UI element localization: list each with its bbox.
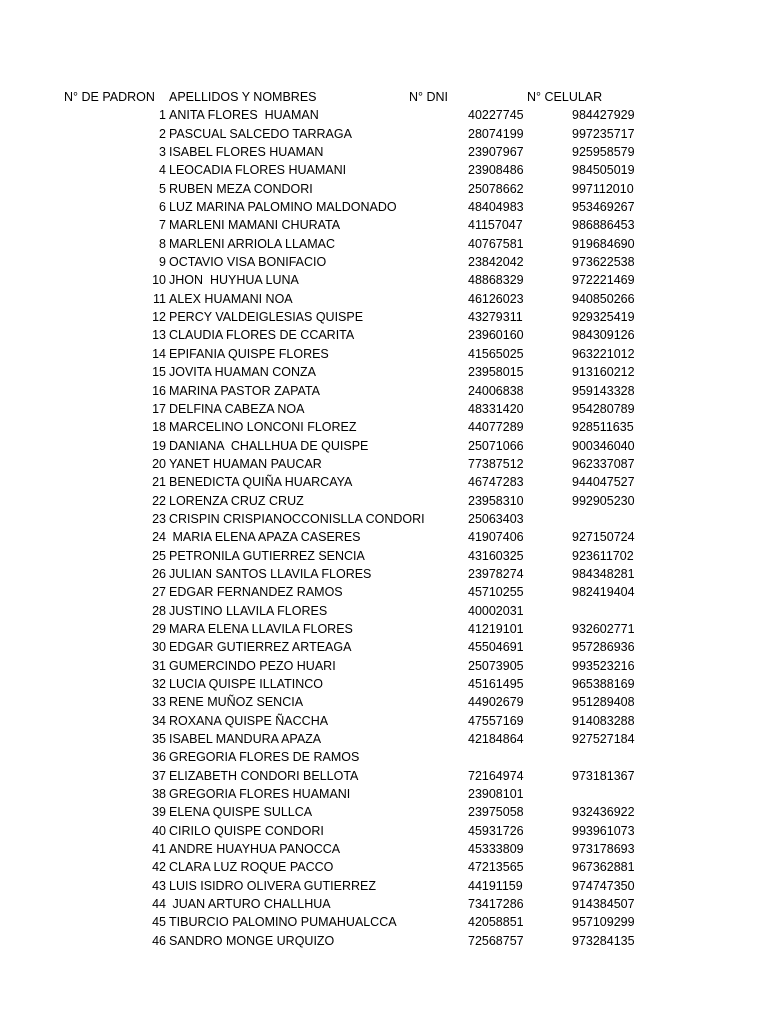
table-row: [0, 455, 768, 473]
table-row: [0, 473, 768, 491]
row-number: 4: [159, 163, 166, 178]
row-number: 23: [152, 511, 166, 526]
row-number: 32: [152, 677, 166, 691]
table-row: [0, 803, 768, 821]
table-row: [0, 345, 768, 363]
table-row: [0, 602, 768, 620]
row-dni: 47557169: [468, 713, 524, 728]
table-row: [0, 565, 768, 583]
row-name: RENE MUÑOZ SENCIA: [169, 695, 304, 710]
table-row: [0, 932, 768, 950]
table-row: [0, 858, 768, 876]
row-number: 9: [159, 255, 166, 270]
row-name: OCTAVIO VISA BONIFACIO: [169, 255, 327, 270]
row-celular: 928511635: [572, 420, 634, 435]
row-number: 24: [152, 530, 166, 545]
row-dni: 47213565: [468, 860, 524, 875]
row-celular: 967362881: [572, 860, 635, 875]
row-number: 20: [152, 456, 166, 471]
row-dni: 41565025: [468, 346, 524, 361]
row-dni: 25063403: [468, 511, 524, 526]
row-number: 37: [152, 768, 166, 783]
row-dni: 25078662: [468, 181, 524, 196]
row-number: 42: [152, 860, 166, 875]
row-number: 18: [152, 420, 166, 435]
row-dni: 41907406: [468, 530, 524, 545]
row-celular: 900346040: [572, 438, 635, 453]
row-number: 25: [152, 548, 166, 563]
table-row: [0, 437, 768, 455]
table-row: [0, 271, 768, 289]
table-row: [0, 308, 768, 326]
row-celular: 973178693: [572, 842, 635, 857]
row-dni: 46126023: [468, 291, 524, 306]
row-name: ALEX HUAMANI NOA: [169, 291, 293, 306]
row-celular: 963221012: [572, 346, 635, 361]
row-name: BENEDICTA QUIÑA HUARCAYA: [169, 475, 353, 490]
row-name: JHON HUYHUA LUNA: [169, 273, 299, 288]
row-dni: 44077289: [468, 420, 524, 435]
row-name: ISABEL MANDURA APAZA: [169, 732, 322, 747]
table-row: [0, 748, 768, 766]
row-number: 17: [152, 401, 166, 416]
row-number: 12: [152, 310, 166, 325]
row-number: 40: [152, 823, 166, 838]
row-dni: 23907967: [468, 145, 524, 160]
row-dni: 77387512: [468, 456, 524, 471]
row-celular: 954280789: [572, 401, 635, 416]
table-row: [0, 418, 768, 436]
table-row: [0, 198, 768, 216]
table-row: [0, 657, 768, 675]
row-dni: 73417286: [468, 897, 524, 912]
row-dni: 40002031: [468, 603, 524, 618]
row-number: 27: [152, 585, 166, 600]
row-name: EDGAR GUTIERREZ ARTEAGA: [169, 640, 352, 655]
row-dni: 23842042: [468, 255, 524, 270]
row-celular: 953469267: [572, 200, 635, 215]
row-name: ANDRE HUAYHUA PANOCCA: [169, 842, 341, 857]
row-celular: 973284135: [572, 933, 635, 948]
row-number: 33: [152, 695, 166, 710]
row-dni: 42184864: [468, 732, 524, 747]
row-celular: 984505019: [572, 163, 635, 178]
table-row: [0, 382, 768, 400]
row-dni: 45333809: [468, 842, 524, 857]
row-number: 29: [152, 621, 166, 636]
row-celular: 973181367: [572, 768, 635, 783]
row-name: MARLENI ARRIOLA LLAMAC: [169, 236, 336, 251]
padron-table: [0, 88, 768, 950]
row-number: 15: [152, 365, 166, 380]
row-number: 21: [152, 475, 166, 490]
row-celular: 997112010: [572, 181, 634, 196]
row-number: 43: [152, 878, 166, 893]
row-celular: 914384507: [572, 897, 635, 912]
table-row: [0, 106, 768, 124]
row-number: 14: [152, 346, 166, 361]
row-number: 31: [152, 658, 166, 673]
row-celular: 913160212: [572, 365, 635, 380]
row-name: CLARA LUZ ROQUE PACCO: [169, 860, 334, 875]
row-dni: 72164974: [468, 768, 524, 783]
row-name: JOVITA HUAMAN CONZA: [169, 365, 317, 380]
row-name: MARIA ELENA APAZA CASERES: [169, 530, 361, 545]
row-name: CIRILO QUISPE CONDORI: [169, 823, 324, 838]
row-number: 2: [159, 126, 166, 141]
row-number: 22: [152, 493, 166, 508]
row-celular: 984348281: [572, 566, 635, 581]
table-row: [0, 877, 768, 895]
table-row: [0, 693, 768, 711]
row-celular: 914083288: [572, 713, 635, 728]
table-row: [0, 161, 768, 179]
row-name: GUMERCINDO PEZO HUARI: [169, 658, 336, 673]
row-number: 38: [152, 787, 166, 802]
table-row: [0, 547, 768, 565]
table-row: [0, 840, 768, 858]
row-number: 30: [152, 640, 166, 655]
row-dni: 40767581: [468, 236, 524, 251]
row-number: 19: [152, 438, 166, 453]
table-row: [0, 822, 768, 840]
row-celular: 965388169: [572, 677, 635, 691]
row-celular: 993961073: [572, 823, 635, 838]
row-celular: 932436922: [572, 805, 635, 820]
row-name: TIBURCIO PALOMINO PUMAHUALCCA: [169, 915, 397, 930]
row-dni: 48331420: [468, 401, 524, 416]
row-number: 16: [152, 383, 166, 398]
row-dni: 25071066: [468, 438, 524, 453]
header-row: [0, 88, 768, 106]
row-name: CLAUDIA FLORES DE CCARITA: [169, 328, 355, 343]
row-name: ELENA QUISPE SULLCA: [169, 805, 313, 820]
row-name: MARINA PASTOR ZAPATA: [169, 383, 320, 398]
row-dni: 44191159: [468, 878, 523, 893]
row-dni: 45161495: [468, 677, 524, 691]
row-celular: 986886453: [572, 218, 635, 233]
row-name: JULIAN SANTOS LLAVILA FLORES: [169, 566, 372, 581]
row-name: PASCUAL SALCEDO TARRAGA: [169, 126, 352, 141]
row-name: GREGORIA FLORES HUAMANI: [169, 787, 351, 802]
row-celular: 959143328: [572, 383, 635, 398]
row-name: DELFINA CABEZA NOA: [169, 401, 305, 416]
row-dni: 41219101: [468, 621, 524, 636]
table-row: [0, 583, 768, 601]
row-name: ISABEL FLORES HUAMAN: [169, 145, 324, 160]
table-row: [0, 767, 768, 785]
row-celular: 951289408: [572, 695, 635, 710]
row-celular: 993523216: [572, 658, 635, 673]
row-number: 8: [159, 236, 166, 251]
row-dni: 44902679: [468, 695, 524, 710]
row-number: 34: [152, 713, 166, 728]
table-row: [0, 730, 768, 748]
table-row: [0, 712, 768, 730]
row-celular: 974747350: [572, 878, 635, 893]
table-row: [0, 492, 768, 510]
row-dni: 41157047: [468, 218, 523, 233]
row-dni: 40227745: [468, 108, 524, 123]
table-row: [0, 620, 768, 638]
row-name: GREGORIA FLORES DE RAMOS: [169, 750, 360, 765]
row-number: 10: [152, 273, 166, 288]
row-celular: 919684690: [572, 236, 635, 251]
row-dni: 43279311: [468, 310, 523, 325]
row-dni: 46747283: [468, 475, 524, 490]
row-number: 36: [152, 750, 166, 765]
table-row: [0, 326, 768, 344]
row-number: 7: [159, 218, 166, 233]
header-padron: N° DE PADRON: [64, 90, 155, 104]
row-number: 41: [152, 842, 166, 857]
row-name: RUBEN MEZA CONDORI: [169, 181, 313, 196]
row-dni: 23958015: [468, 365, 524, 380]
row-celular: 982419404: [572, 585, 635, 600]
row-celular: 992905230: [572, 493, 635, 508]
table-row: [0, 125, 768, 143]
row-name: CRISPIN CRISPIANOCCONISLLA CONDORI: [169, 511, 425, 526]
row-celular: 940850266: [572, 291, 635, 306]
table-row: [0, 235, 768, 253]
row-dni: 23958310: [468, 493, 524, 508]
table-row: [0, 143, 768, 161]
row-name: LUCIA QUISPE ILLATINCO: [169, 677, 323, 691]
row-number: 28: [152, 603, 166, 618]
table-row: [0, 253, 768, 271]
row-dni: 48868329: [468, 273, 524, 288]
row-celular: 973622538: [572, 255, 635, 270]
row-celular: 944047527: [572, 475, 635, 490]
table-row: [0, 675, 768, 693]
row-celular: 997235717: [572, 126, 635, 141]
table-row: [0, 785, 768, 803]
table-row: [0, 510, 768, 528]
row-name: PERCY VALDEIGLESIAS QUISPE: [169, 310, 364, 325]
row-celular: 957286936: [572, 640, 635, 655]
table-row: [0, 216, 768, 234]
row-name: LUIS ISIDRO OLIVERA GUTIERREZ: [169, 878, 376, 893]
row-celular: 984309126: [572, 328, 635, 343]
table-row: [0, 363, 768, 381]
row-name: MARCELINO LONCONI FLOREZ: [169, 420, 357, 435]
row-number: 3: [159, 145, 166, 160]
row-number: 46: [152, 933, 166, 948]
row-number: 35: [152, 732, 166, 747]
row-celular: 925958579: [572, 145, 635, 160]
row-celular: 927150724: [572, 530, 635, 545]
row-number: 45: [152, 915, 166, 930]
row-name: LORENZA CRUZ CRUZ: [169, 493, 304, 508]
row-name: ANITA FLORES HUAMAN: [169, 108, 319, 123]
row-dni: 23978274: [468, 566, 524, 581]
row-name: JUAN ARTURO CHALLHUA: [169, 897, 331, 912]
row-name: DANIANA CHALLHUA DE QUISPE: [169, 438, 369, 453]
table-row: [0, 290, 768, 308]
row-dni: 48404983: [468, 200, 524, 215]
header-celular: N° CELULAR: [527, 90, 603, 104]
row-name: PETRONILA GUTIERREZ SENCIA: [169, 548, 365, 563]
row-dni: 25073905: [468, 658, 524, 673]
row-celular: 927527184: [572, 732, 635, 747]
row-celular: 923611702: [572, 548, 634, 563]
table-row: [0, 528, 768, 546]
row-number: 1: [159, 108, 166, 123]
row-dni: 45710255: [468, 585, 524, 600]
row-dni: 45931726: [468, 823, 524, 838]
row-name: SANDRO MONGE URQUIZO: [169, 933, 335, 948]
row-celular: 962337087: [572, 456, 635, 471]
row-name: MARLENI MAMANI CHURATA: [169, 218, 341, 233]
table-row: [0, 895, 768, 913]
row-celular: 929325419: [572, 310, 635, 325]
row-dni: 45504691: [468, 640, 524, 655]
row-dni: 42058851: [468, 915, 524, 930]
header-dni: N° DNI: [409, 90, 449, 104]
row-celular: 984427929: [572, 108, 635, 123]
row-name: MARA ELENA LLAVILA FLORES: [169, 621, 353, 636]
row-number: 5: [159, 181, 166, 196]
row-name: EDGAR FERNANDEZ RAMOS: [169, 585, 343, 600]
row-dni: 43160325: [468, 548, 524, 563]
row-dni: 23908486: [468, 163, 524, 178]
row-number: 39: [152, 805, 166, 820]
table-row: [0, 400, 768, 418]
row-number: 11: [153, 291, 166, 306]
row-dni: 24006838: [468, 383, 524, 398]
table-row: [0, 180, 768, 198]
row-dni: 23960160: [468, 328, 524, 343]
row-name: EPIFANIA QUISPE FLORES: [169, 346, 329, 361]
header-nombres: APELLIDOS Y NOMBRES: [169, 90, 317, 104]
row-number: 26: [152, 566, 166, 581]
row-name: LEOCADIA FLORES HUAMANI: [169, 163, 347, 178]
row-dni: 72568757: [468, 933, 524, 948]
row-number: 44: [152, 897, 166, 912]
row-name: LUZ MARINA PALOMINO MALDONADO: [169, 200, 397, 215]
row-dni: 23975058: [468, 805, 524, 820]
table-row: [0, 638, 768, 656]
row-name: YANET HUAMAN PAUCAR: [169, 456, 322, 471]
row-celular: 932602771: [572, 621, 635, 636]
row-celular: 972221469: [572, 273, 635, 288]
row-dni: 28074199: [468, 126, 524, 141]
table-row: [0, 913, 768, 931]
row-number: 13: [152, 328, 166, 343]
row-name: JUSTINO LLAVILA FLORES: [169, 603, 328, 618]
row-name: ROXANA QUISPE ÑACCHA: [169, 713, 329, 728]
row-dni: 23908101: [468, 787, 524, 802]
row-number: 6: [159, 200, 166, 215]
table-body: [0, 106, 768, 950]
row-name: ELIZABETH CONDORI BELLOTA: [169, 768, 359, 783]
row-celular: 957109299: [572, 915, 635, 930]
